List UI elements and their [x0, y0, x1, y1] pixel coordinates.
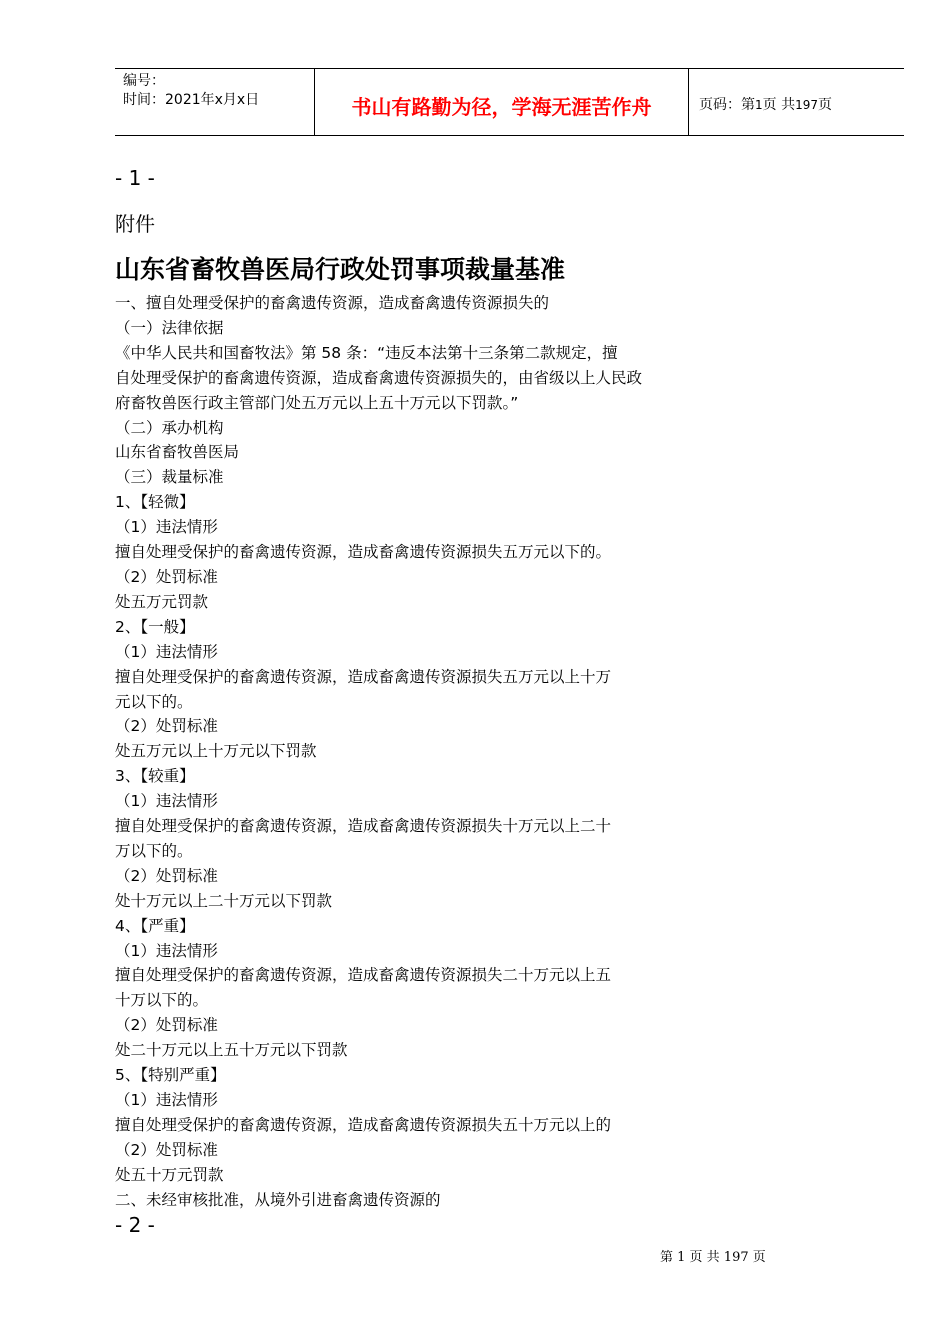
page-current: 1 — [755, 98, 763, 112]
body-line: 处二十万元以上五十万元以下罚款 — [115, 1041, 348, 1060]
body-line: 府畜牧兽医行政主管部门处五万元以上五十万元以下罚款。” — [115, 393, 519, 412]
body-line: 处五万元罚款 — [115, 592, 209, 611]
page-mid: 页 共 — [762, 97, 796, 113]
page-label: 页码：第 — [699, 97, 755, 113]
page-mark-1: - 1 - — [115, 166, 155, 190]
header-motto: 书山有路勤为径，学海无涯苦作舟 — [351, 95, 652, 119]
header-page-number — [699, 94, 832, 114]
body-line: （1）违法情形 — [115, 792, 218, 811]
body-line: （2）处罚标准 — [115, 1140, 218, 1159]
body-line: 二、未经审核批准，从境外引进畜禽遗传资源的 — [115, 1190, 441, 1209]
body-line: 3、【较重】 — [115, 767, 195, 786]
body-line: 擅自处理受保护的畜禽遗传资源，造成畜禽遗传资源损失五万元以上十万 — [115, 667, 612, 686]
document-title: 山东省畜牧兽医局行政处罚事项裁量基准 — [115, 255, 566, 284]
body-line: 十万以下的。 — [115, 991, 209, 1010]
body-line: （三）裁量标准 — [115, 468, 224, 487]
body-line: （一）法律依据 — [115, 318, 224, 337]
body-line: 山东省畜牧兽医局 — [115, 443, 240, 462]
body-line: 《中华人民共和国畜牧法》第 58 条：“违反本法第十三条第二款规定，擅 — [115, 343, 618, 362]
header-meta-cell — [115, 69, 315, 135]
body-line: 4、【严重】 — [115, 916, 195, 935]
header-page-cell — [689, 69, 904, 135]
page-mark-2: - 2 - — [115, 1213, 155, 1237]
body-line: 处五十万元罚款 — [115, 1165, 224, 1184]
body-line: 自处理受保护的畜禽遗传资源，造成畜禽遗传资源损失的，由省级以上人民政 — [115, 368, 643, 387]
body-line: 擅自处理受保护的畜禽遗传资源，造成畜禽遗传资源损失二十万元以上五 — [115, 966, 612, 985]
header-motto-cell — [315, 69, 689, 135]
body-line: （2）处罚标准 — [115, 717, 218, 736]
attachment-label: 附件 — [115, 212, 155, 236]
body-line: 擅自处理受保护的畜禽遗传资源，造成畜禽遗传资源损失五十万元以上的 — [115, 1115, 612, 1134]
body-line: （1）违法情形 — [115, 518, 218, 537]
page-footer: 第 1 页 共 197 页 — [660, 1250, 766, 1265]
body-line: 处十万元以上二十万元以下罚款 — [115, 891, 333, 910]
body-line: 处五万元以上十万元以下罚款 — [115, 742, 317, 761]
body-line: （2）处罚标准 — [115, 866, 218, 885]
document-time-label: 时间：2021年x月x日 — [123, 92, 260, 108]
body-line: 擅自处理受保护的畜禽遗传资源，造成畜禽遗传资源损失十万元以上二十 — [115, 817, 612, 836]
body-line: 2、【一般】 — [115, 617, 195, 636]
body-line: 一、擅自处理受保护的畜禽遗传资源，造成畜禽遗传资源损失的 — [115, 294, 550, 312]
body-line: 万以下的。 — [115, 841, 193, 860]
document-body — [115, 291, 755, 1213]
body-line: （2）处罚标准 — [115, 1016, 218, 1035]
body-line: （1）违法情形 — [115, 642, 218, 661]
body-line: （1）违法情形 — [115, 941, 218, 960]
body-line: （2）处罚标准 — [115, 567, 218, 586]
body-line: 元以下的。 — [115, 692, 193, 711]
document-number-label: 编号： — [123, 73, 165, 89]
body-line: 1、【轻微】 — [115, 493, 195, 512]
page-total: 197 — [795, 98, 818, 112]
body-line: （1）违法情形 — [115, 1091, 218, 1109]
page-header — [115, 68, 904, 136]
body-line: （二）承办机构 — [115, 418, 224, 437]
page-suffix: 页 — [818, 97, 832, 113]
body-line: 5、【特别严重】 — [115, 1066, 226, 1085]
body-line: 擅自处理受保护的畜禽遗传资源，造成畜禽遗传资源损失五万元以下的。 — [115, 543, 612, 562]
